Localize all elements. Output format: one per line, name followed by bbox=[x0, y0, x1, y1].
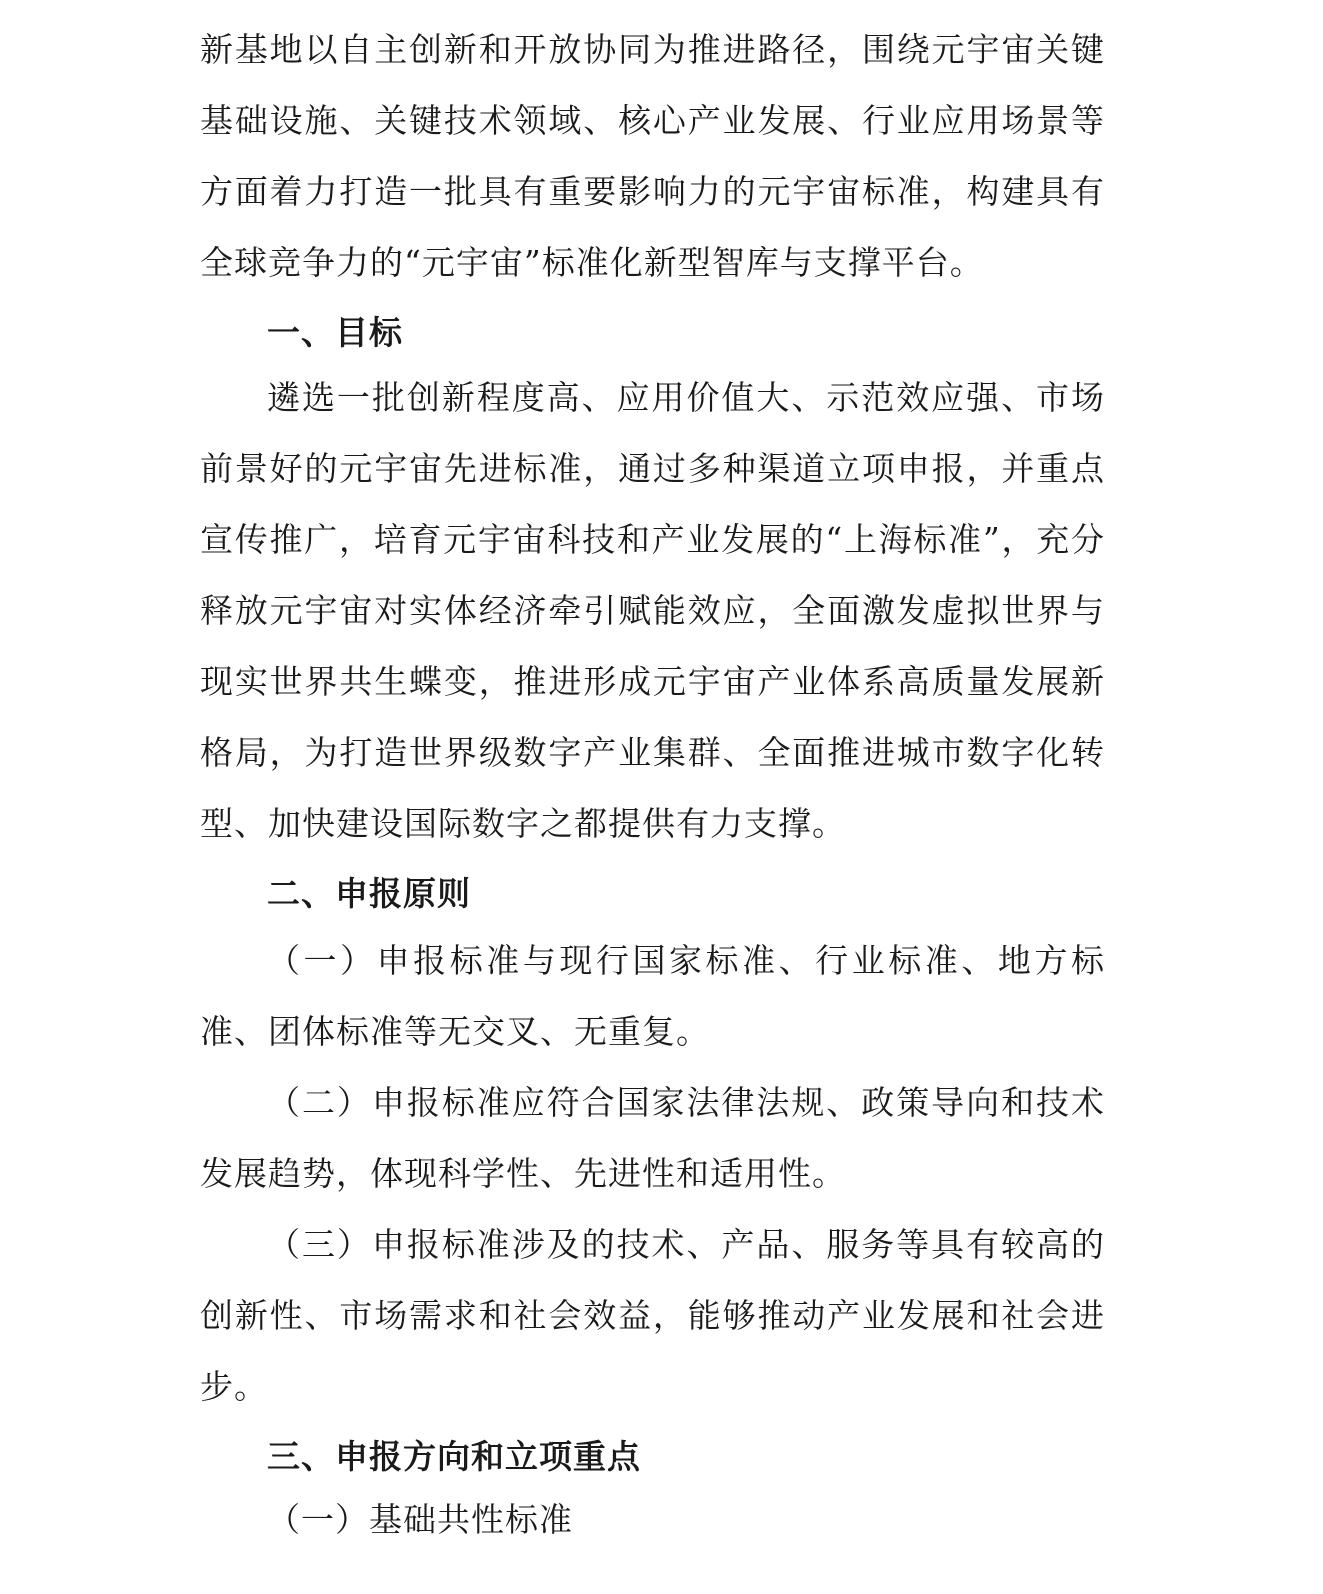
section-heading-goal: 一、目标 bbox=[267, 313, 403, 352]
subheading-basic-standards: （一）基础共性标准 bbox=[267, 1500, 573, 1539]
intro-paragraph: 新基地以自主创新和开放协同为推进路径，围绕元宇宙关键基础设施、关键技术领域、核心产业发展、行业应用场景等方面着力打造一批具有重要影响力的元宇宙标准，构建具有全球竞争力的“元宇宙”标准化新型智库与支撑平台。 bbox=[200, 30, 1105, 282]
principle-item-3: （三）申报标准涉及的技术、产品、服务等具有较高的创新性、市场需求和社会效益，能够推动产业发展和社会进步。 bbox=[200, 1225, 1105, 1406]
goal-paragraph: 遴选一批创新程度高、应用价值大、示范效应强、市场前景好的元宇宙先进标准，通过多种渠道立项申报，并重点宣传推广，培育元宇宙科技和产业发展的“上海标准”，充分释放元宇宙对实体经济牵引赋能效应，全面激发虚拟世界与现实世界共生蝶变，推进形成元宇宙产业体系高质量发展新格局，为打造世界级数字产业集群、全面推进城市数字化转型、加快建设国际数字之都提供有力支撑。 bbox=[200, 378, 1105, 843]
section-heading-directions: 三、申报方向和立项重点 bbox=[267, 1437, 641, 1476]
section-heading-principles: 二、申报原则 bbox=[267, 874, 471, 913]
principle-item-2: （二）申报标准应符合国家法律法规、政策导向和技术发展趋势，体现科学性、先进性和适用性。 bbox=[200, 1083, 1105, 1193]
principle-item-1: （一）申报标准与现行国家标准、行业标准、地方标准、团体标准等无交叉、无重复。 bbox=[200, 941, 1105, 1051]
